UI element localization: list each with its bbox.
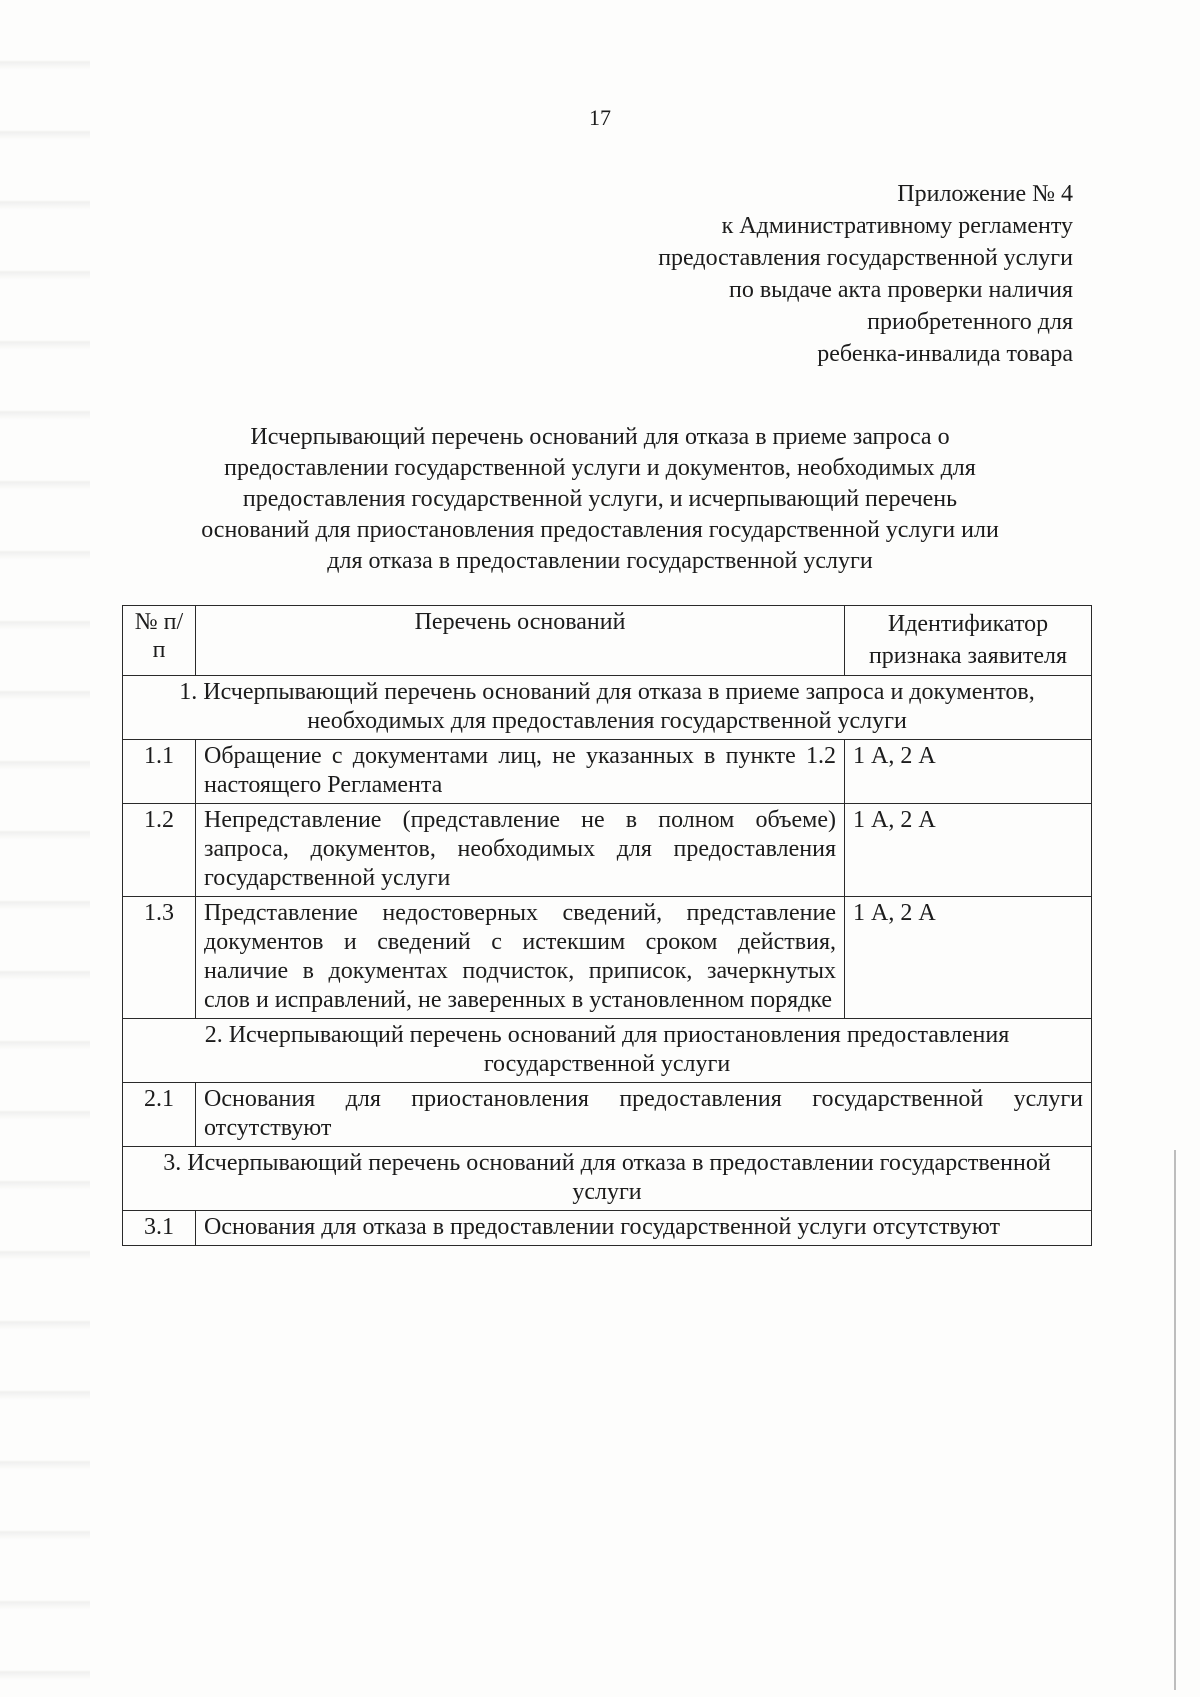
table-row — [123, 740, 1092, 804]
table-row — [123, 1211, 1092, 1246]
section-row — [123, 676, 1092, 740]
title-line: оснований для приостановления предоставления государственной услуги или — [201, 517, 999, 543]
title-line: предоставления государственной услуги, и исчерпывающий перечень — [242, 486, 958, 512]
appendix-line: ребенка-инвалида товара — [817, 341, 1073, 367]
page-number: 17 — [589, 105, 611, 130]
section-title: 3. Исчерпывающий перечень оснований для отказа в предоставлении государственной услуги — [123, 1147, 1092, 1211]
row-identifier: 1 А, 2 А — [845, 740, 1092, 804]
appendix-line: приобретенного для — [867, 309, 1073, 335]
header-identifier: Идентификатор признака заявителя — [845, 606, 1092, 676]
row-num: 1.3 — [123, 897, 196, 1019]
appendix-line: к Административному регламенту — [721, 213, 1073, 239]
header-grounds: Перечень оснований — [196, 606, 845, 676]
section-row — [123, 1019, 1092, 1083]
row-num: 1.2 — [123, 804, 196, 897]
row-text: Непредставление (представление не в полном объеме) запроса, документов, необходимых для предоставления государственной услуги — [196, 804, 845, 897]
table-row — [123, 897, 1092, 1019]
row-text: Основания для отказа в предоставлении государственной услуги отсутствуют — [196, 1211, 1092, 1246]
section-row — [123, 1147, 1092, 1211]
appendix-line: по выдаче акта проверки наличия — [728, 277, 1073, 303]
table-row — [123, 804, 1092, 897]
row-num: 3.1 — [123, 1211, 196, 1246]
section-title: 2. Исчерпывающий перечень оснований для приостановления предоставления государственной услуги — [123, 1019, 1092, 1083]
header-num: № п/п — [123, 606, 196, 676]
table-row — [123, 1083, 1092, 1147]
appendix-line: предоставления государственной услуги — [658, 245, 1073, 271]
title-line: для отказа в предоставлении государственной услуги — [327, 548, 873, 574]
scan-edge-artifact — [0, 0, 90, 1697]
row-num: 1.1 — [123, 740, 196, 804]
row-text: Основания для приостановления предоставления государственной услуги отсутствуют — [196, 1083, 1092, 1147]
title-line: предоставлении государственной услуги и документов, необходимых для — [224, 455, 976, 481]
appendix-line: Приложение № 4 — [897, 181, 1073, 207]
row-identifier: 1 А, 2 А — [845, 897, 1092, 1019]
table-header-row — [123, 606, 1092, 676]
row-identifier: 1 А, 2 А — [845, 804, 1092, 897]
title-line: Исчерпывающий перечень оснований для отказа в приеме запроса о — [250, 424, 950, 450]
scan-edge-line — [1174, 1150, 1176, 1690]
section-title: 1. Исчерпывающий перечень оснований для отказа в приеме запроса и документов, необходимых для предоставления государственной услуги — [123, 676, 1092, 740]
document-title — [130, 422, 1070, 577]
appendix-header — [658, 178, 1073, 370]
row-num: 2.1 — [123, 1083, 196, 1147]
row-text: Представление недостоверных сведений, представление документов и сведений с истекшим сроком действия, наличие в документах подчисток, приписок, зачеркнутых слов и исправлений, не заверенных в установленном порядке — [196, 897, 845, 1019]
grounds-table — [122, 605, 1092, 1246]
row-text: Обращение с документами лиц, не указанных в пункте 1.2 настоящего Регламента — [196, 740, 845, 804]
